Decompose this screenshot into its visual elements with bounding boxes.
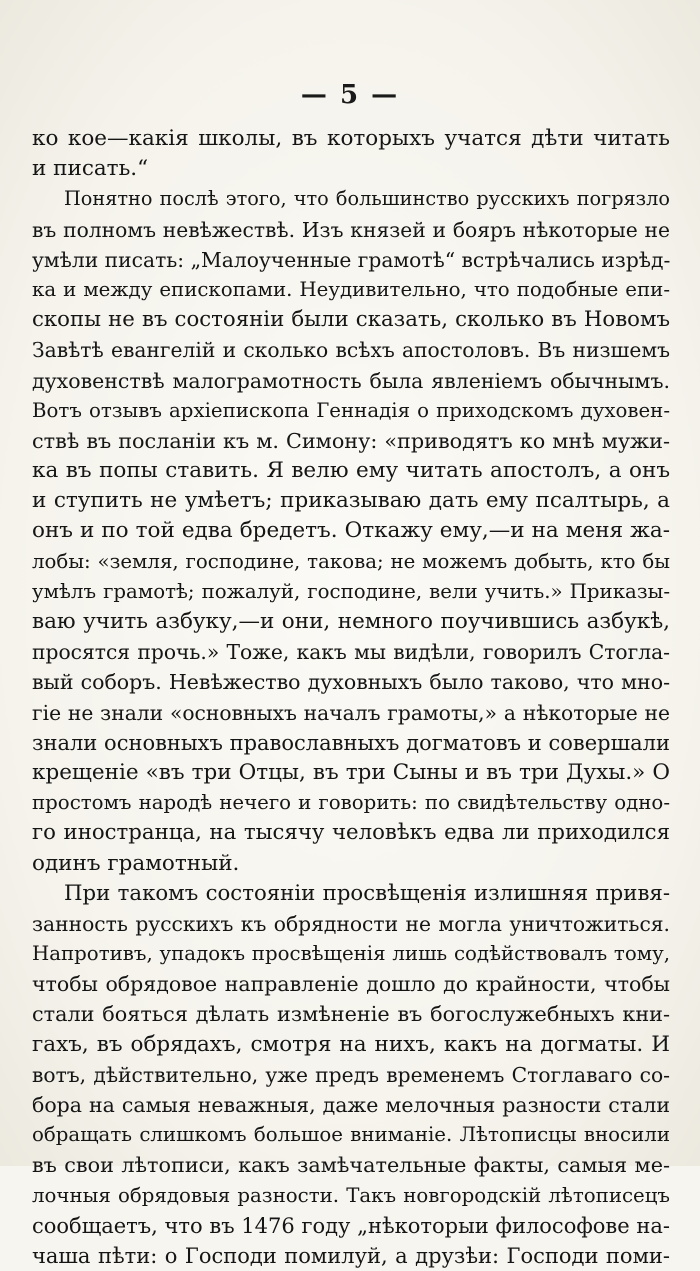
text-line: вотъ, дѣйствительно, уже предъ временемъ Стоглаваго со- xyxy=(32,1062,670,1087)
text-line: го иностранца, на тысячу человѣкъ едва ли приходился xyxy=(32,820,670,846)
text-line: въ свои лѣтописи, какъ замѣчательные факты, самыя ме- xyxy=(32,1153,670,1178)
text-line: онъ и по той едва бредетъ. Откажу ему,—и на меня жа- xyxy=(32,518,670,544)
text-line: обращать слишкомъ большое вниманіе. Лѣтописцы вносили xyxy=(32,1123,670,1147)
text-line: Напротивъ, упадокъ просвѣщенія лишь содѣйствовалъ тому, xyxy=(32,942,670,966)
text-line: знали основныхъ православныхъ догматовъ и совершали xyxy=(32,730,670,755)
text-line: лобы: «земля, господине, такова; не можемъ добыть, кто бы xyxy=(32,549,670,573)
text-line: ствѣ въ посланіи къ м. Симону: «приводятъ ко мнѣ мужи- xyxy=(32,428,670,453)
text-line: При такомъ состояніи просвѣщенія излишняя привя- xyxy=(64,880,670,906)
text-line: крещеніе «въ три Отцы, въ три Сыны и въ три Духы.» О xyxy=(32,759,670,785)
text-line: занность русскихъ къ обрядности не могла уничтожиться. xyxy=(32,911,670,936)
text-line: вый соборъ. Невѣжество духовныхъ было таково, что мно- xyxy=(32,670,670,695)
text-line: ка и между епископами. Неудивительно, что подобные епи- xyxy=(32,277,670,301)
text-line: духовенствѣ малограмотность была явленіемъ обычнымъ. xyxy=(32,368,670,393)
text-line: сообщаетъ, что въ 1476 году „нѣкоторыи философове на- xyxy=(32,1213,670,1238)
text-line: чаша пѣти: о Господи помилуй, а друзѣи: Господи поми- xyxy=(32,1243,670,1268)
text-line: гахъ, въ обрядахъ, смотря на нихъ, какъ на догматы. И xyxy=(32,1031,670,1057)
page-number: — 5 — xyxy=(300,80,400,110)
text-line: въ полномъ невѣжествѣ. Изъ князей и бояръ нѣкоторые не xyxy=(32,217,670,242)
text-line: и ступить не умѣетъ; приказываю дать ему псалтырь, а xyxy=(32,488,670,514)
text-line: ваю учить азбуку,—и они, немного поучившись азбукѣ, xyxy=(32,609,670,634)
text-line: Понятно послѣ этого, что большинство русскихъ погрязло xyxy=(64,187,670,211)
text-line: лочныя обрядовыя разности. Такъ новгородскій лѣтописецъ xyxy=(32,1183,670,1207)
text-line: одинъ грамотный. xyxy=(32,850,240,876)
text-line: простомъ народѣ нечего и говорить: по свидѣтельству одно- xyxy=(32,791,670,815)
text-line: и писать.“ xyxy=(32,156,149,182)
text-line: гіе не знали «основныхъ началъ грамоты,» а нѣкоторые не xyxy=(32,700,670,725)
text-line: чтобы обрядовое направленіе дошло до крайности, чтобы xyxy=(32,972,670,997)
text-line: ко кое—какія школы, въ которыхъ учатся дѣти читать xyxy=(32,126,670,151)
text-line: просятся прочь.» Тоже, какъ мы видѣли, говорилъ Стогла- xyxy=(32,640,670,665)
text-line: ка въ попы ставить. Я велю ему читать апостолъ, а онъ xyxy=(32,458,670,484)
text-line: умѣли писать: „Малоученные грамотѣ“ встрѣчались изрѣд- xyxy=(32,247,671,272)
text-line: скопы не въ состояніи были сказать, сколько въ Новомъ xyxy=(32,307,670,333)
text-line: стали бояться дѣлать измѣненіе въ богослужебныхъ кни- xyxy=(32,1002,670,1027)
text-line: Вотъ отзывъ архіепископа Геннадія о приходскомъ духовен- xyxy=(32,398,670,422)
text-line: Завѣтѣ евангелій и сколько всѣхъ апостоловъ. Въ низшемъ xyxy=(32,338,670,363)
body-text xyxy=(32,124,670,1271)
text-line: умѣлъ грамотѣ; пожалуй, господине, вели учить.» Приказы- xyxy=(32,579,670,603)
text-line: бора на самыя неважныя, даже мелочныя разности стали xyxy=(32,1093,670,1117)
